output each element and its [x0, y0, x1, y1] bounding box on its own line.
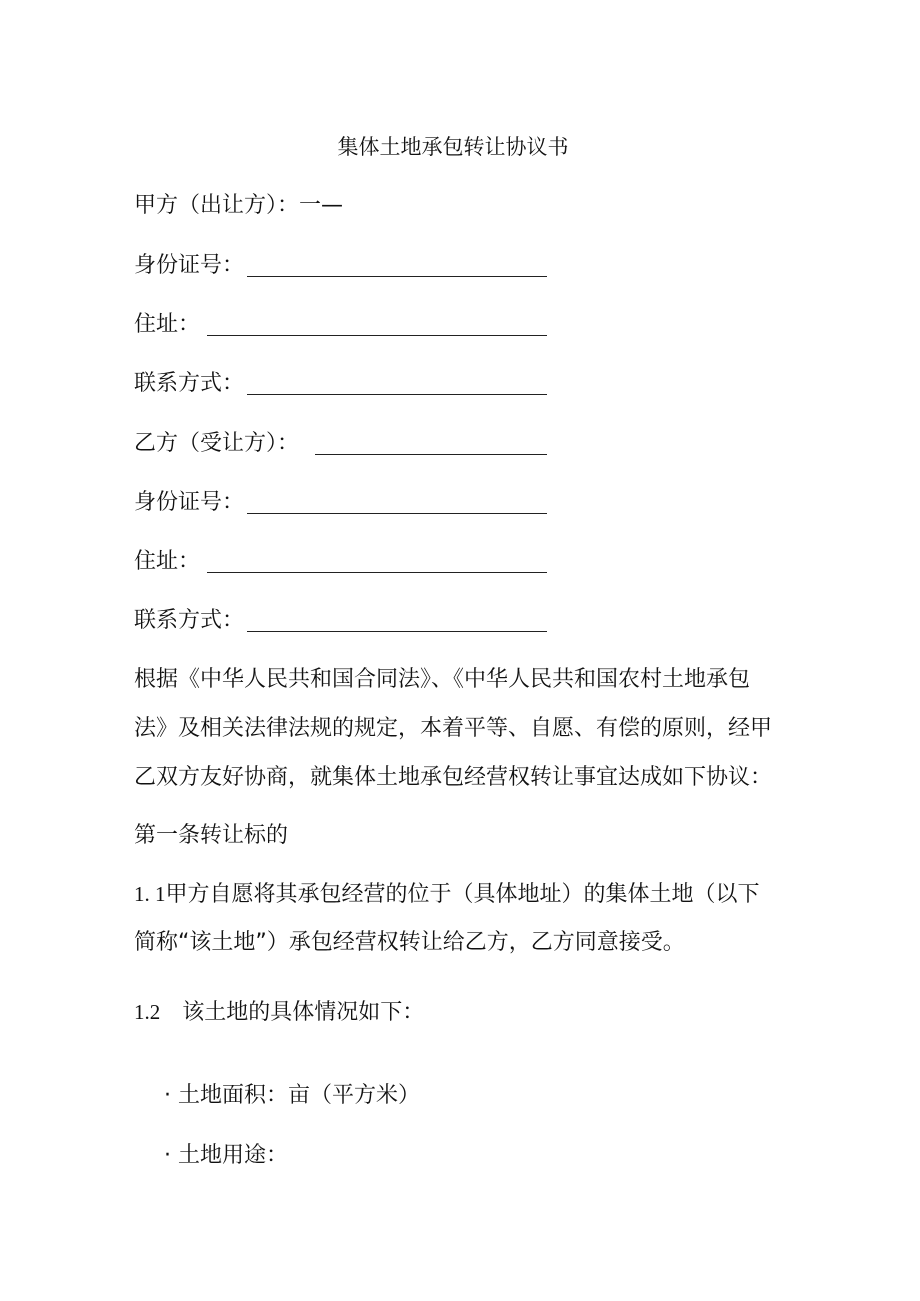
bullet-land-use: · 土地用途： — [164, 1143, 288, 1168]
clause-1-2 — [134, 996, 424, 1029]
party-b-id-label: 身份证号： — [134, 490, 245, 515]
clause-1-1-text-line-1: 甲方自愿将其承包经营的位于（具体地址）的集体土地（以下 — [165, 882, 760, 907]
preamble-line-2: 法》及相关法律法规的规定，本着平等、自愿、有偿的原则，经甲 — [134, 716, 773, 741]
party-b-name-blank[interactable] — [315, 454, 547, 455]
party-b-heading: 乙方（受让方）： — [134, 431, 300, 456]
clause-1-1-text-line-2: 简称“该土地”）承包经营权转让给乙方，乙方同意接受。 — [134, 930, 685, 955]
preamble-line-1: 根据《中华人民共和国合同法》、《中华人民共和国农村土地承包 — [134, 667, 751, 692]
party-b-contact-label: 联系方式： — [134, 608, 245, 633]
document-title: 集体土地承包转让协议书 — [337, 135, 569, 159]
clause-1-2-text: 该土地的具体情况如下： — [182, 1000, 425, 1025]
party-b-address-label: 住址： — [134, 549, 201, 574]
party-a-contact-blank[interactable] — [247, 394, 547, 395]
clause-1-1-line-1 — [134, 878, 760, 911]
party-b-contact-blank[interactable] — [247, 631, 547, 632]
party-a-heading: 甲方（出让方）：一— — [134, 193, 344, 218]
party-a-id-label: 身份证号： — [134, 253, 245, 278]
clause-1-2-number: 1.2 — [134, 1000, 161, 1024]
party-b-id-blank[interactable] — [247, 513, 547, 514]
preamble-line-3: 乙双方友好协商，就集体土地承包经营权转让事宜达成如下协议： — [134, 765, 773, 790]
party-a-address-blank[interactable] — [207, 335, 547, 336]
bullet-land-area: · 土地面积：亩（平方米） — [164, 1083, 420, 1108]
party-a-contact-label: 联系方式： — [134, 371, 245, 396]
party-a-address-label: 住址： — [134, 312, 201, 337]
party-a-id-blank[interactable] — [247, 276, 547, 277]
clause-1-1-number: 1. 1 — [134, 882, 166, 906]
article-1-heading: 第一条转让标的 — [134, 823, 289, 848]
party-b-address-blank[interactable] — [207, 572, 547, 573]
